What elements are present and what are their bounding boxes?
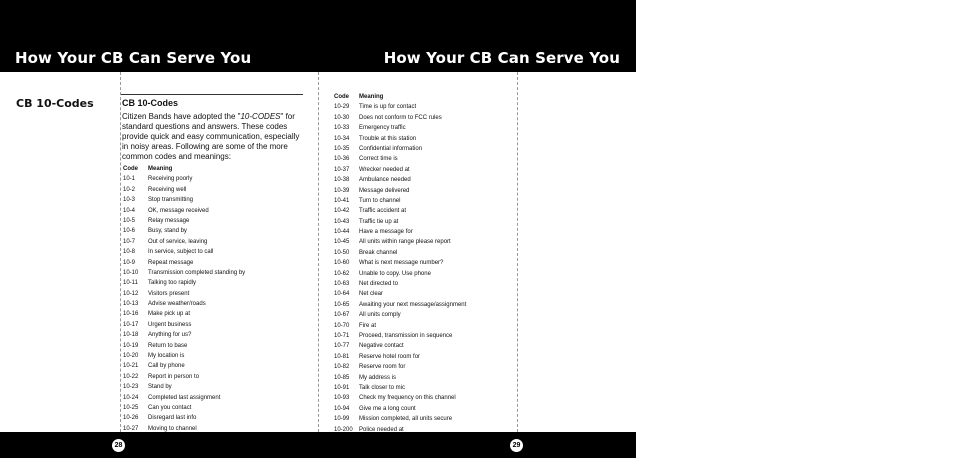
table-row — [123, 195, 245, 205]
code-cell: 10-10 — [123, 269, 139, 276]
table-header — [334, 92, 466, 102]
table-row — [123, 299, 245, 309]
column-header-code: Code — [334, 94, 349, 100]
meaning-cell: Transmission completed standing by — [148, 269, 246, 276]
meaning-cell: Unable to copy. Use phone — [359, 270, 431, 277]
code-cell: 10-22 — [123, 373, 139, 380]
table-row — [123, 372, 245, 382]
code-cell: 10-27 — [123, 425, 139, 432]
code-cell: 10-64 — [334, 291, 350, 298]
right-column-divider — [517, 72, 518, 432]
meaning-cell: Stand by — [148, 384, 172, 391]
meaning-cell: Talking too rapidly — [148, 280, 197, 287]
meaning-cell: Disregard last info — [148, 415, 197, 422]
meaning-cell: Urgent business — [148, 321, 192, 328]
code-cell: 10-50 — [334, 249, 350, 256]
table-row — [334, 248, 466, 258]
code-cell: 10-2 — [123, 186, 136, 193]
meaning-cell: Advise weather/roads — [148, 301, 206, 308]
code-cell: 10-62 — [334, 270, 350, 277]
meaning-cell: Trouble at this station — [359, 135, 417, 142]
meaning-cell: Correct time is — [359, 156, 398, 163]
code-cell: 10-16 — [123, 311, 139, 318]
page-number-right: 29 — [510, 439, 523, 452]
table-row — [123, 185, 245, 195]
meaning-cell: Report in person to — [148, 373, 200, 380]
code-cell: 10-4 — [123, 207, 136, 214]
code-cell: 10-37 — [334, 166, 350, 173]
table-row — [123, 361, 245, 371]
meaning-cell: Traffic accident at — [359, 208, 407, 215]
code-cell: 10-3 — [123, 197, 136, 204]
meaning-cell: Negative contact — [359, 343, 404, 350]
meaning-cell: Emergency traffic — [359, 125, 406, 132]
table-row — [334, 196, 466, 206]
meaning-cell: Net clear — [359, 291, 384, 298]
table-row — [334, 373, 466, 383]
meaning-cell: Reserve room for — [359, 364, 406, 371]
table-row — [334, 217, 466, 227]
meaning-cell: Wrecker needed at — [359, 166, 410, 173]
meaning-cell: Talk closer to mic — [359, 384, 406, 391]
header-bar — [0, 0, 636, 72]
code-cell: 10-82 — [334, 364, 350, 371]
meaning-cell: In service, subject to call — [148, 249, 214, 256]
code-cell: 10-43 — [334, 218, 350, 225]
code-cell: 10-65 — [334, 301, 350, 308]
meaning-cell: Check my frequency on this channel — [359, 395, 456, 402]
meaning-cell: Proceed, transmission in sequence — [359, 332, 453, 339]
table-row — [334, 134, 466, 144]
side-heading: CB 10-Codes — [16, 97, 94, 110]
table-row — [123, 393, 245, 403]
code-cell: 10-81 — [334, 353, 350, 360]
table-row — [334, 383, 466, 393]
code-cell: 10-21 — [123, 363, 139, 370]
table-row — [334, 414, 466, 424]
meaning-cell: All units within range please report — [359, 239, 451, 246]
code-cell: 10-44 — [334, 229, 350, 236]
table-row — [334, 175, 466, 185]
code-cell: 10-25 — [123, 404, 139, 411]
table-row — [123, 341, 245, 351]
code-cell: 10-26 — [123, 415, 139, 422]
code-cell: 10-1 — [123, 176, 136, 183]
section-rule — [121, 94, 303, 95]
section-title: CB 10-Codes — [122, 98, 179, 108]
code-cell: 10-91 — [334, 384, 350, 391]
meaning-cell: Awaiting your next message/assignment — [359, 301, 467, 308]
table-row — [123, 216, 245, 226]
meaning-cell: Out of service, leaving — [148, 238, 208, 245]
table-row — [123, 206, 245, 216]
table-row — [334, 186, 466, 196]
table-row — [123, 226, 245, 236]
code-cell: 10-17 — [123, 321, 139, 328]
table-row — [334, 393, 466, 403]
code-cell: 10-23 — [123, 384, 139, 391]
meaning-cell: Receiving poorly — [148, 176, 193, 183]
code-cell: 10-38 — [334, 177, 350, 184]
intro-paragraph — [122, 112, 304, 162]
code-cell: 10-33 — [334, 125, 350, 132]
right-page-title: How Your CB Can Serve You — [383, 49, 620, 67]
table-row — [334, 113, 466, 123]
code-cell: 10-200 — [334, 426, 353, 433]
table-row — [334, 289, 466, 299]
table-row — [123, 403, 245, 413]
code-cell: 10-41 — [334, 197, 350, 204]
table-row — [334, 279, 466, 289]
code-cell: 10-20 — [123, 353, 139, 360]
table-row — [334, 341, 466, 351]
meaning-cell: Return to base — [148, 342, 188, 349]
table-row — [334, 206, 466, 216]
table-row — [123, 237, 245, 247]
meaning-cell: Reserve hotel room for — [359, 353, 421, 360]
code-cell: 10-5 — [123, 217, 136, 224]
code-cell: 10-11 — [123, 280, 138, 287]
code-cell: 10-42 — [334, 208, 350, 215]
codes-table-right — [334, 92, 466, 435]
code-cell: 10-93 — [334, 395, 350, 402]
code-cell: 10-13 — [123, 301, 139, 308]
table-row — [334, 227, 466, 237]
meaning-cell: Message delivered — [359, 187, 410, 194]
table-row — [123, 320, 245, 330]
meaning-cell: Busy, stand by — [148, 228, 187, 235]
table-header — [123, 164, 245, 174]
table-row — [334, 144, 466, 154]
code-cell: 10-67 — [334, 312, 350, 319]
table-row — [334, 310, 466, 320]
table-row — [123, 268, 245, 278]
table-row — [123, 413, 245, 423]
table-row — [334, 331, 466, 341]
table-row — [334, 300, 466, 310]
table-row — [334, 269, 466, 279]
meaning-cell: All units comply — [359, 312, 401, 319]
code-cell: 10-35 — [334, 145, 350, 152]
code-cell: 10-34 — [334, 135, 350, 142]
meaning-cell: Repeat message — [148, 259, 194, 266]
table-row — [123, 174, 245, 184]
code-cell: 10-29 — [334, 104, 350, 111]
code-cell: 10-9 — [123, 259, 136, 266]
meaning-cell: Relay message — [148, 217, 190, 224]
meaning-cell: Ambulance needed — [359, 177, 411, 184]
code-cell: 10-19 — [123, 342, 139, 349]
code-cell: 10-71 — [334, 332, 350, 339]
table-row — [334, 352, 466, 362]
code-cell: 10-36 — [334, 156, 350, 163]
meaning-cell: Moving to channel — [148, 425, 197, 432]
meaning-cell: Give me a long count — [359, 405, 416, 412]
code-cell: 10-94 — [334, 405, 350, 412]
meaning-cell: Traffic tie up at — [359, 218, 399, 225]
meaning-cell: Time is up for contact — [359, 104, 417, 111]
table-row — [123, 351, 245, 361]
footer-bar — [0, 432, 636, 458]
code-cell: 10-77 — [334, 343, 350, 350]
code-cell: 10-6 — [123, 228, 136, 235]
meaning-cell: My address is — [359, 374, 397, 381]
meaning-cell: Completed last assignment — [148, 394, 221, 401]
codes-table-left — [123, 164, 245, 445]
meaning-cell: What is next message number? — [359, 260, 444, 267]
table-row — [334, 404, 466, 414]
code-cell: 10-99 — [334, 416, 350, 423]
table-row — [334, 102, 466, 112]
code-cell: 10-12 — [123, 290, 139, 297]
code-cell: 10-8 — [123, 249, 136, 256]
code-cell: 10-7 — [123, 238, 136, 245]
meaning-cell: Call by phone — [148, 363, 185, 370]
table-row — [334, 154, 466, 164]
meaning-cell: OK, message received — [148, 207, 209, 214]
table-row — [334, 123, 466, 133]
intro-text-end: " for standard questions and answers. These codes provide quick and easy communication, especially in noisy areas. Following are some of the more common codes and meanings: — [122, 112, 300, 161]
code-cell: 10-85 — [334, 374, 350, 381]
table-row — [334, 362, 466, 372]
meaning-cell: Visitors present — [148, 290, 190, 297]
meaning-cell: Confidential information — [359, 145, 423, 152]
code-cell: 10-30 — [334, 114, 350, 121]
table-row — [334, 237, 466, 247]
meaning-cell: Can you contact — [148, 404, 192, 411]
meaning-cell: My location is — [148, 353, 185, 360]
code-cell: 10-70 — [334, 322, 350, 329]
table-row — [334, 165, 466, 175]
code-cell: 10-60 — [334, 260, 350, 267]
meaning-cell: Anything for us? — [148, 332, 192, 339]
meaning-cell: Make pick up at — [148, 311, 191, 318]
meaning-cell: Fire at — [359, 322, 377, 329]
meaning-cell: Stop transmitting — [148, 197, 194, 204]
code-cell: 10-39 — [334, 187, 350, 194]
page-number-left: 28 — [112, 439, 125, 452]
intro-text-italic: 10-CODES — [240, 112, 281, 121]
code-cell: 10-63 — [334, 281, 350, 288]
table-row — [123, 309, 245, 319]
code-cell: 10-24 — [123, 394, 139, 401]
intro-text-start: Citizen Bands have adopted the " — [122, 112, 241, 121]
table-row — [334, 258, 466, 268]
code-cell: 10-45 — [334, 239, 350, 246]
meaning-cell: Turn to channel — [359, 197, 401, 204]
column-header-meaning: Meaning — [359, 94, 384, 100]
column-header-code: Code — [123, 166, 138, 172]
table-row — [123, 382, 245, 392]
table-row — [123, 289, 245, 299]
meaning-cell: Break channel — [359, 249, 398, 256]
table-row — [123, 278, 245, 288]
meaning-cell: Have a message for — [359, 229, 413, 236]
column-header-meaning: Meaning — [148, 166, 173, 172]
code-cell: 10-18 — [123, 332, 139, 339]
table-row — [123, 258, 245, 268]
page-gutter-left — [318, 72, 319, 432]
table-row — [123, 247, 245, 257]
table-row — [123, 330, 245, 340]
meaning-cell: Net directed to — [359, 281, 399, 288]
table-row — [334, 321, 466, 331]
left-column-divider — [120, 72, 121, 432]
meaning-cell: Receiving well — [148, 186, 187, 193]
left-page-title: How Your CB Can Serve You — [15, 49, 252, 67]
meaning-cell: Mission completed, all units secure — [359, 416, 453, 423]
meaning-cell: Does not conform to FCC rules — [359, 114, 442, 121]
meaning-cell: Police needed at — [359, 426, 404, 433]
